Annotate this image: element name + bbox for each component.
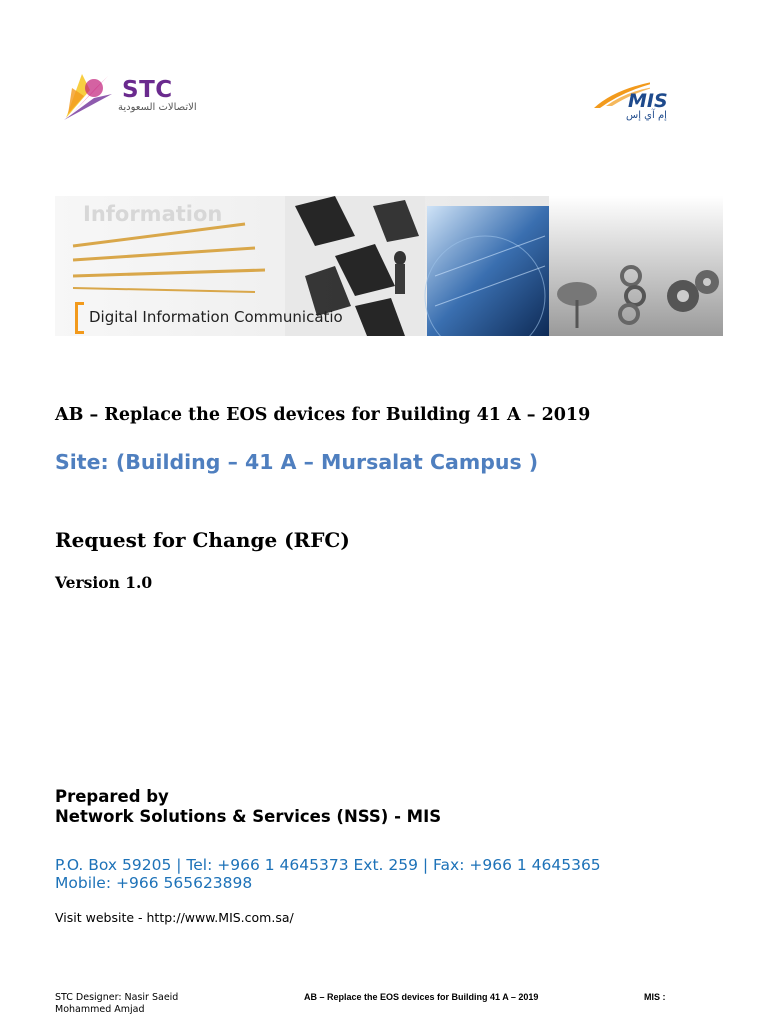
mis-arabic-text: إم آي إس [626,110,667,121]
footer-designer-line1: STC Designer: Nasir Saeid [55,992,179,1003]
contact-address-line: P.O. Box 59205 | Tel: +966 1 4645373 Ext. 259 | Fax: +966 1 4645365 [55,856,601,874]
stc-arabic-text: الاتصالات السعودية [118,102,197,113]
footer-designer-line2: Mohammed Amjad [55,1004,145,1015]
document-title: AB – Replace the EOS devices for Building 41 A – 2019 [55,405,591,425]
contact-block [55,856,601,892]
prepared-by-label: Prepared by [55,787,169,806]
prepared-by-org: Network Solutions & Services (NSS) - MIS [55,807,442,826]
footer-company: MIS : [644,992,666,1002]
website-link[interactable]: Visit website - http://www.MIS.com.sa/ [55,910,294,925]
banner-bracket-icon [75,302,84,334]
stc-wordmark: STC [122,77,173,103]
stc-burst-icon [60,68,118,124]
contact-mobile-line: Mobile: +966 565623898 [55,874,253,892]
mis-wordmark: MIS [628,90,668,112]
document-type-heading: Request for Change (RFC) [55,528,350,552]
banner-caption: Digital Information Communicatio [89,308,343,326]
stc-logo [60,68,210,124]
site-heading: Site: (Building – 41 A – Mursalat Campus ) [55,450,539,474]
mis-logo [590,76,690,126]
version-label: Version 1.0 [55,573,153,592]
footer-designer [55,992,178,1016]
footer-title: AB – Replace the EOS devices for Building 41 A – 2019 [304,992,539,1002]
banner-faded-text: Information [83,202,223,226]
prepared-by-block [55,787,441,827]
header-banner-image [55,196,723,336]
